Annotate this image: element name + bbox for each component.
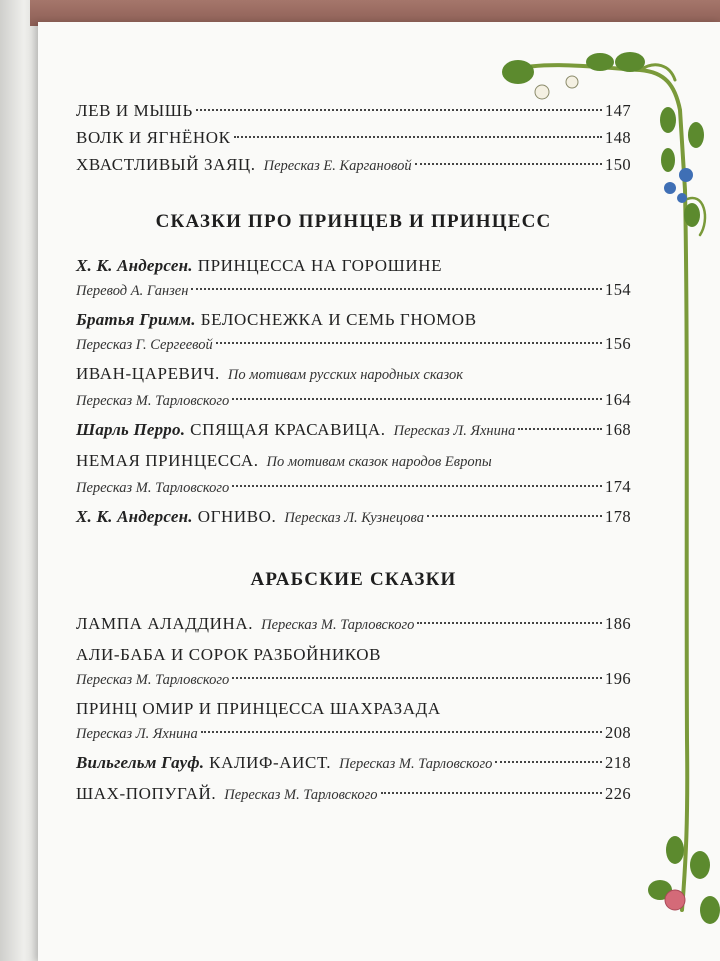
- page-number: 156: [605, 334, 631, 353]
- dot-leader: [216, 342, 602, 344]
- vine-leaf-2: [586, 53, 614, 71]
- dot-leader: [495, 761, 602, 763]
- toc-entry[interactable]: [76, 750, 631, 777]
- dot-leader: [415, 163, 602, 165]
- blue-flower-2: [664, 182, 676, 194]
- toc-entry[interactable]: [76, 611, 631, 638]
- dot-leader: [196, 109, 602, 111]
- page-number: 150: [605, 155, 631, 174]
- entry-title: ПРИНЦЕССА НА ГОРОШИНЕ: [197, 256, 443, 275]
- dot-leader: [201, 731, 602, 733]
- entry-inline-note: По мотивам русских народных сказок: [227, 367, 463, 383]
- entry-note: Пересказ М. Тарловского: [76, 672, 230, 688]
- pink-flower: [665, 890, 685, 910]
- entry-title: ОГНИВО.: [197, 507, 277, 526]
- dot-leader: [191, 288, 602, 290]
- entry-title: ПРИНЦ ОМИР И ПРИНЦЕССА ШАХРАЗАДА: [76, 699, 441, 718]
- entry-title: ИВАН-ЦАРЕВИЧ.: [76, 364, 220, 383]
- vine-leaf-8: [666, 836, 684, 864]
- dot-leader: [232, 677, 602, 679]
- white-flower-2: [566, 76, 578, 88]
- toc-entry[interactable]: [76, 448, 631, 500]
- vine-leaf-1: [502, 60, 534, 84]
- page-number: 218: [605, 753, 631, 772]
- entry-note: Пересказ Л. Кузнецова: [284, 510, 424, 526]
- page-number: 147: [605, 101, 631, 120]
- page-number: 208: [605, 723, 631, 742]
- entry-title: БЕЛОСНЕЖКА И СЕМЬ ГНОМОВ: [200, 310, 477, 329]
- entry-author: Х. К. Андерсен.: [76, 507, 193, 526]
- entry-note: Пересказ Е. Каргановой: [263, 158, 412, 174]
- vine-leaf-6: [661, 148, 675, 172]
- vine-leaf-7: [684, 203, 700, 227]
- entry-author: Вильгельм Гауф.: [76, 753, 205, 772]
- toc-entry[interactable]: [76, 361, 631, 413]
- dot-leader: [232, 398, 602, 400]
- page-number: 226: [605, 784, 631, 803]
- entry-note: Пересказ Г. Сергеевой: [76, 337, 213, 353]
- entry-title: ХВАСТЛИВЫЙ ЗАЯЦ.: [76, 155, 256, 174]
- vine-leaf-5: [688, 122, 704, 148]
- dot-leader: [518, 428, 602, 430]
- page-number: 186: [605, 614, 631, 633]
- vine-leaf-3: [615, 52, 645, 72]
- entry-inline-note: По мотивам сказок народов Европы: [266, 454, 492, 470]
- dot-leader: [234, 136, 603, 138]
- blue-flower-1: [679, 168, 693, 182]
- entry-note: Пересказ Л. Яхнина: [76, 726, 198, 742]
- dot-leader: [427, 515, 602, 517]
- blue-flower-3: [677, 193, 687, 203]
- entry-title: ЛЕВ И МЫШЬ: [76, 101, 193, 120]
- dot-leader: [381, 792, 603, 794]
- book-spine-edge: [0, 0, 40, 961]
- entry-title: КАЛИФ-АИСТ.: [209, 753, 332, 772]
- vine-leaf-9: [690, 851, 710, 879]
- entry-title: СПЯЩАЯ КРАСАВИЦА.: [190, 420, 386, 439]
- dot-leader: [417, 622, 602, 624]
- entry-author: Шарль Перро.: [76, 420, 186, 439]
- entry-title: АЛИ-БАБА И СОРОК РАЗБОЙНИКОВ: [76, 645, 382, 664]
- entry-note: Перевод А. Ганзен: [76, 283, 189, 299]
- toc-entry[interactable]: [76, 696, 631, 746]
- entry-author: Х. К. Андерсен.: [76, 256, 193, 275]
- toc-entry[interactable]: [76, 642, 631, 692]
- entry-title: НЕМАЯ ПРИНЦЕССА.: [76, 451, 259, 470]
- entry-note: Пересказ М. Тарловского: [261, 617, 415, 633]
- entry-note: Пересказ М. Тарловского: [339, 756, 493, 772]
- entry-note: Пересказ М. Тарловского: [224, 787, 378, 803]
- toc-entry[interactable]: [76, 781, 631, 808]
- page-number: 196: [605, 669, 631, 688]
- white-flower-1: [535, 85, 549, 99]
- entry-note: Пересказ М. Тарловского: [76, 393, 230, 409]
- toc-entry[interactable]: [76, 417, 631, 444]
- entry-note: Пересказ М. Тарловского: [76, 480, 230, 496]
- entry-author: Братья Гримм.: [76, 310, 196, 329]
- vine-leaf-11: [700, 896, 720, 924]
- page-number: 174: [605, 477, 631, 496]
- section-heading: АРАБСКИЕ СКАЗКИ: [250, 569, 457, 590]
- section-heading: СКАЗКИ ПРО ПРИНЦЕВ И ПРИНЦЕСС: [155, 211, 552, 232]
- page-number: 148: [605, 128, 631, 147]
- table-of-contents: [76, 98, 631, 808]
- page-number: 168: [605, 420, 631, 439]
- entry-title: ЛАМПА АЛАДДИНА.: [76, 614, 254, 633]
- toc-entry[interactable]: [76, 98, 631, 123]
- entry-title: ШАХ-ПОПУГАЙ.: [76, 784, 217, 803]
- page-number: 154: [605, 280, 631, 299]
- toc-entry[interactable]: [76, 307, 631, 357]
- page-number: 164: [605, 390, 631, 409]
- toc-entry[interactable]: [76, 125, 631, 150]
- toc-entry[interactable]: [76, 504, 631, 531]
- entry-title: ВОЛК И ЯГНЁНОК: [76, 128, 231, 147]
- toc-entry[interactable]: [76, 253, 631, 303]
- page-number: 178: [605, 507, 631, 526]
- dot-leader: [232, 485, 602, 487]
- vine-leaf-4: [660, 107, 676, 133]
- toc-entry[interactable]: [76, 152, 631, 179]
- entry-note: Пересказ Л. Яхнина: [393, 423, 516, 439]
